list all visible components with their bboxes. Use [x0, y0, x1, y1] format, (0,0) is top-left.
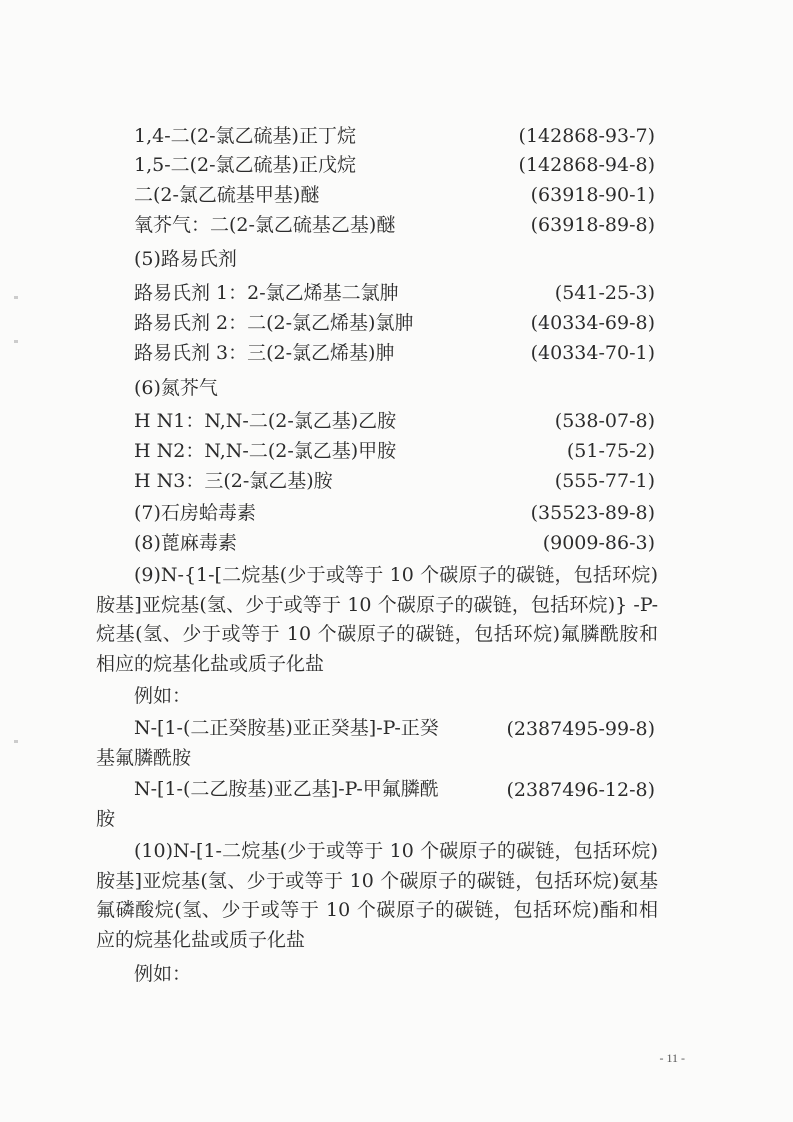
- entry-name: H N1：N,N-二(2-氯乙基)乙胺: [134, 410, 397, 432]
- entry-name: 二(2-氯乙硫基甲基)醚: [134, 184, 320, 206]
- example-name-rest: 基氟膦酰胺: [96, 746, 192, 769]
- scan-mark: [14, 296, 18, 299]
- cas-number: (9009-86-3): [542, 532, 655, 554]
- entry-name: H N3：三(2-氯乙基)胺: [134, 470, 333, 492]
- scan-mark: [14, 340, 18, 343]
- section-9-paragraph: [96, 561, 658, 679]
- section-heading: (6)氮芥气: [134, 377, 218, 399]
- section-heading: (8)蓖麻毒素: [134, 532, 237, 554]
- example-name-first: N-[1-(二正癸胺基)亚正癸基]-P-正癸: [134, 717, 439, 739]
- section-heading: (7)石房蛤毒素: [134, 502, 256, 524]
- entry-name: 路易氏剂 2：二(2-氯乙烯基)氯胂: [134, 312, 414, 334]
- example-label: 例如：: [134, 963, 192, 985]
- entry-name: 1,5-二(2-氯乙硫基)正戊烷: [134, 154, 356, 176]
- cas-number: (2387495-99-8): [506, 718, 655, 740]
- example-entry: [96, 714, 496, 773]
- section-heading: (5)路易氏剂: [134, 248, 237, 270]
- cas-number: (51-75-2): [566, 440, 655, 462]
- cas-number: (541-25-3): [554, 282, 655, 304]
- example-name-rest: 胺: [96, 807, 116, 830]
- section-9-text: (9)N-{1-[二烷基(少于或等于 10 个碳原子的碳链，包括环烷)胺基]亚烷基(氢、少于或等于 10 个碳原子的碳链，包括环烷)} -P-烷基(氢、少于或等于 10 个碳原子的碳链，包括环烷)氟膦酰胺和相应的烷基化盐或质子化盐: [96, 564, 658, 675]
- section-10-paragraph: [96, 837, 658, 955]
- section-10-text: (10)N-[1-二烷基(少于或等于 10 个碳原子的碳链，包括环烷)胺基]亚烷基(氢、少于或等于 10 个碳原子的碳链，包括环烷)氨基氟磷酸烷(氢、少于或等于 10 个碳原子的碳链，包括环烷)酯和相应的烷基化盐或质子化盐: [96, 840, 658, 951]
- cas-number: (35523-89-8): [530, 502, 655, 524]
- cas-number: (40334-69-8): [530, 312, 655, 334]
- cas-number: (2387496-12-8): [506, 779, 655, 801]
- entry-name: 1,4-二(2-氯乙硫基)正丁烷: [134, 125, 356, 147]
- entry-name: 路易氏剂 1：2-氯乙烯基二氯胂: [134, 282, 399, 304]
- example-name-first: N-[1-(二乙胺基)亚乙基]-P-甲氟膦酰: [134, 778, 439, 800]
- example-label: 例如：: [134, 685, 192, 707]
- cas-number: (40334-70-1): [530, 342, 655, 364]
- example-entry: [96, 775, 496, 834]
- cas-number: (63918-89-8): [530, 214, 655, 236]
- scan-mark: [14, 740, 18, 743]
- page-number: - 11 -: [659, 1051, 685, 1065]
- entry-name: 氧芥气：二(2-氯乙硫基乙基)醚: [134, 214, 396, 236]
- cas-number: (555-77-1): [554, 470, 655, 492]
- cas-number: (142868-94-8): [518, 154, 655, 176]
- entry-name: H N2：N,N-二(2-氯乙基)甲胺: [134, 440, 397, 462]
- cas-number: (142868-93-7): [518, 125, 655, 147]
- cas-number: (538-07-8): [554, 410, 655, 432]
- cas-number: (63918-90-1): [530, 184, 655, 206]
- entry-name: 路易氏剂 3：三(2-氯乙烯基)胂: [134, 342, 395, 364]
